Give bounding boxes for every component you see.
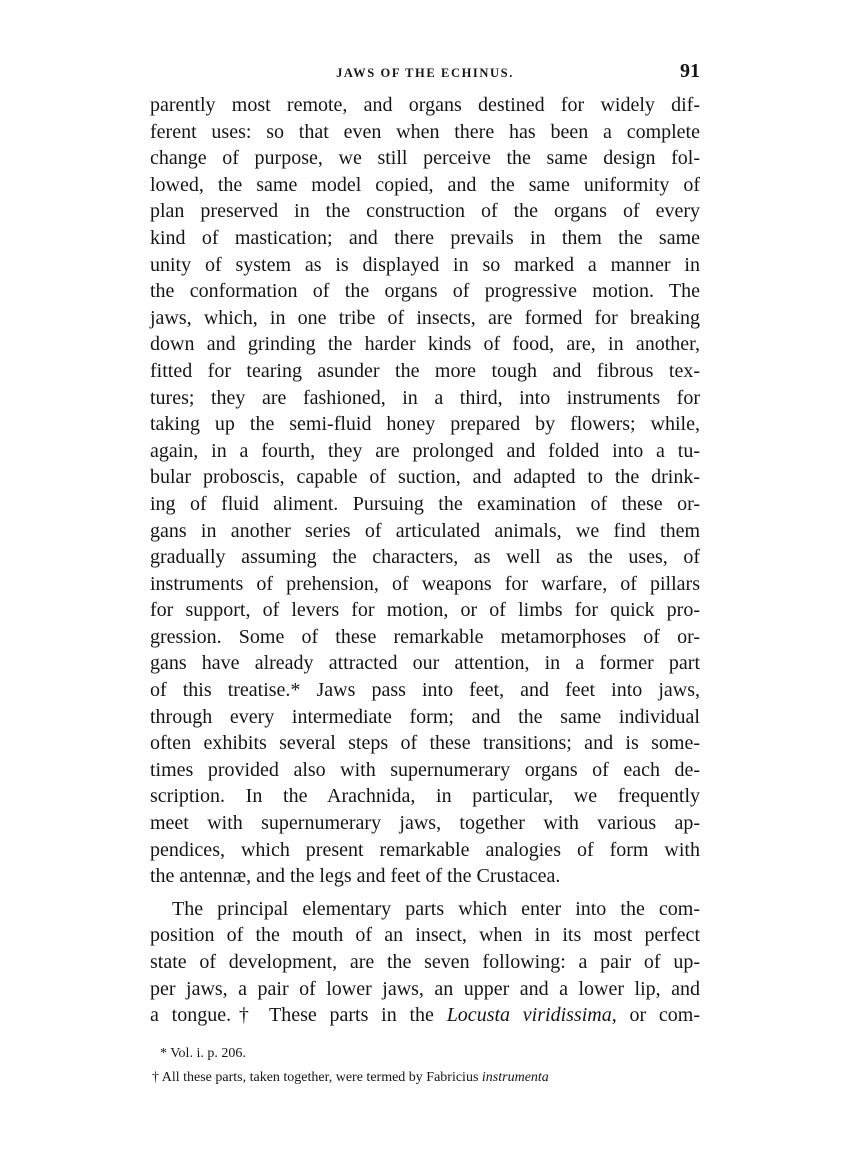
- text-line: tures; they are fashioned, in a third, into instruments for: [150, 386, 700, 409]
- running-head: [150, 58, 700, 92]
- text-line: meet with supernumerary jaws, together with various ap-: [150, 812, 700, 835]
- text-line: ing of fluid aliment. Pursuing the examination of these or-: [150, 492, 700, 515]
- text-line: ferent uses: so that even when there has been a complete: [150, 120, 700, 143]
- text-line: plan preserved in the construction of the organs of every: [150, 200, 700, 223]
- footnote-1: * Vol. i. p. 206.: [160, 1045, 246, 1061]
- text-line: jaws, which, in one tribe of insects, are formed for breaking: [150, 306, 700, 329]
- text-line: gans have already attracted our attention, in a former part: [150, 652, 700, 675]
- body-text: [150, 92, 700, 1029]
- text-line: state of development, are the seven following: a pair of up-: [150, 951, 700, 973]
- text-line: unity of system as is displayed in so marked a manner in: [150, 253, 700, 276]
- text-line: lowed, the same model copied, and the same uniformity of: [150, 173, 700, 196]
- text-line: again, in a fourth, they are prolonged and folded into a tu-: [150, 439, 700, 462]
- text-line: kind of mastication; and there prevails in them the same: [150, 226, 700, 249]
- text-line: change of purpose, we still perceive the same design fol-: [150, 147, 700, 170]
- text-line: per jaws, a pair of lower jaws, an upper and a lower lip, and: [150, 977, 700, 1000]
- text-line: parently most remote, and organs destined for widely dif-: [150, 94, 700, 116]
- text-line: the conformation of the organs of progressive motion. The: [150, 280, 700, 303]
- text-line: down and grinding the harder kinds of food, are, in another,: [150, 333, 700, 356]
- text-line: fitted for tearing asunder the more tough and fibrous tex-: [150, 359, 700, 382]
- text-line: often exhibits several steps of these transitions; and is some-: [150, 732, 700, 755]
- text-line: gradually assuming the characters, as well as the uses, of: [150, 546, 700, 569]
- text-segment: , or com-: [611, 1004, 700, 1027]
- paragraph-2: [150, 896, 700, 1029]
- text-line: pendices, which present remarkable analogies of form with: [150, 838, 700, 861]
- book-page: [150, 58, 700, 1090]
- footnote-text: † All these parts, taken together, were termed by Fabricius: [152, 1069, 482, 1085]
- text-segment: a tongue.† These parts in the: [150, 1004, 447, 1027]
- text-line: through every intermediate form; and the same individual: [150, 705, 700, 728]
- species-name: Locusta viridissima: [446, 1004, 612, 1027]
- text-line: position of the mouth of an insect, when in its most perfect: [150, 924, 700, 947]
- footnote-italic-term: instrumenta: [481, 1069, 549, 1085]
- text-line: [150, 1002, 700, 1029]
- page-number: 91: [680, 60, 700, 82]
- text-line: instruments of prehension, of weapons for warfare, of pillars: [150, 572, 700, 595]
- text-line: the antennæ, and the legs and feet of the Crustacea.: [150, 865, 561, 888]
- text-line: gression. Some of these remarkable metamorphoses of or-: [150, 625, 700, 648]
- running-title: JAWS OF THE ECHINUS.: [336, 66, 514, 80]
- text-line: for support, of levers for motion, or of limbs for quick pro-: [150, 599, 700, 622]
- footnote-2: [150, 1066, 700, 1090]
- footnotes: [150, 1042, 700, 1090]
- text-line: The principal elementary parts which enter into the com-: [172, 897, 700, 920]
- text-line: scription. In the Arachnida, in particular, we frequently: [150, 785, 700, 808]
- text-line: taking up the semi-fluid honey prepared by flowers; while,: [150, 413, 700, 436]
- text-line: of this treatise.* Jaws pass into feet, and feet into jaws,: [150, 679, 700, 702]
- text-line: bular proboscis, capable of suction, and adapted to the drink-: [150, 466, 700, 489]
- text-line: gans in another series of articulated animals, we find them: [150, 519, 700, 542]
- paragraph-1: [150, 92, 700, 890]
- text-line: times provided also with supernumerary organs of each de-: [150, 758, 700, 781]
